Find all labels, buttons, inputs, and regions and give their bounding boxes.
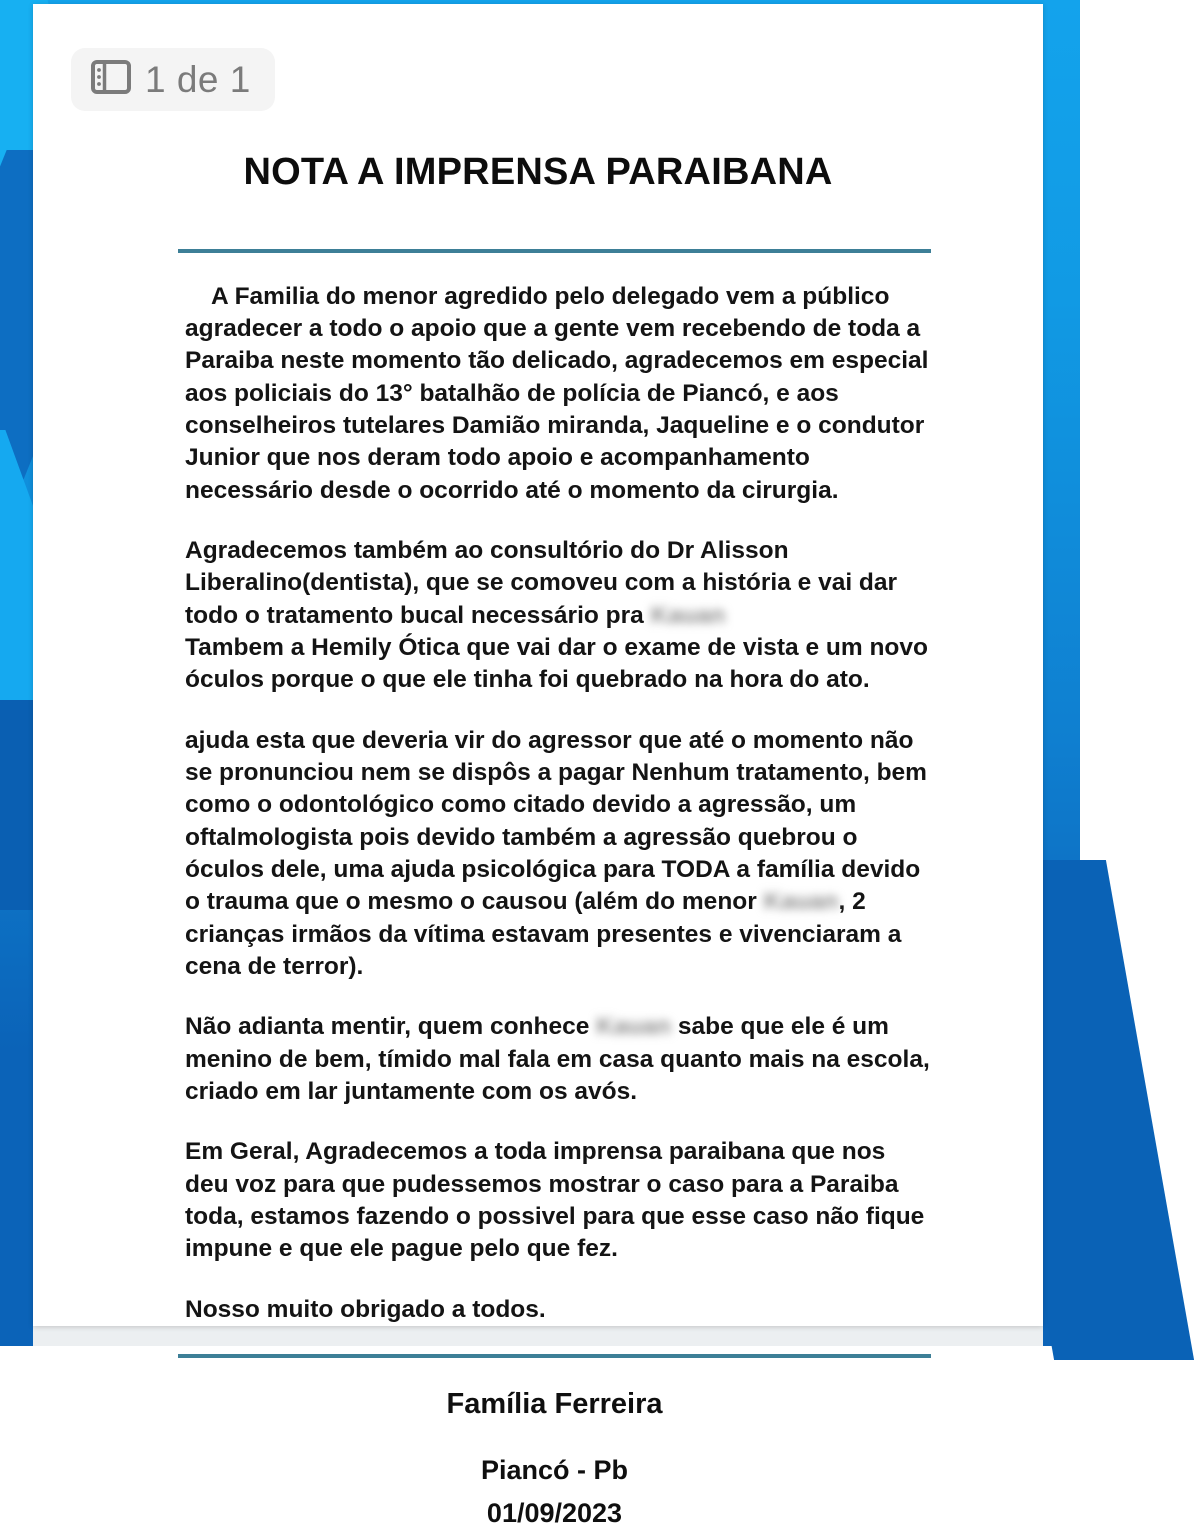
- signature-date: 01/09/2023: [486, 1497, 623, 1528]
- redacted-name: Kauan: [596, 1013, 672, 1041]
- document-content: [33, 4, 1043, 1529]
- redacted-name: Kauan: [650, 601, 726, 629]
- signature-block: [33, 1388, 1043, 1529]
- paragraph-p6: Em Geral, Agradecemos a toda imprensa paraibana que nos deu voz para que pudessemos mostrar o caso para a Paraiba toda, estamos fazendo o possivel para que esse caso não fique impune e que ele pague pelo que fez.: [185, 1138, 925, 1263]
- paragraph-p7: Nosso muito obrigado a todos.: [185, 1295, 546, 1323]
- document-title: NOTA A IMPRENSA PARAIBANA: [243, 151, 833, 193]
- redacted-name: Kauan: [763, 888, 839, 916]
- paragraph-p2: Agradecemos também ao consultório do Dr Alisson Liberalino(dentista), que se comoveu com a história e vai dar todo o tratamento bucal necessário pra Kauan: [185, 535, 931, 632]
- paragraph-p1: A Familia do menor agredido pelo delegado vem a público agradecer a todo o apoio que a gente vem recebendo de toda a Paraiba neste momento tão delicado, agradecemos em especial aos policiais do 13° batalhão de polícia de Piancó, e aos conselheiros tutelares Damião miranda, Jaqueline e o condutor Junior que nos deram todo apoio e acompanhamento necessário desde o ocorrido até o momento da cirurgia.: [185, 282, 929, 504]
- page-indicator-label: 1 de 1: [145, 59, 251, 100]
- signature-city: Piancó - Pb: [480, 1454, 629, 1485]
- paragraph-p3: Tambem a Hemily Ótica que vai dar o exame de vista e um novo óculos porque o que ele tinha foi quebrado na hora do ato.: [185, 634, 928, 694]
- paragraph-p5: Não adianta mentir, quem conhece Kauan sabe que ele é um menino de bem, tímido mal fala em casa quanto mais na escola, criado em lar juntamente com os avós.: [185, 1013, 930, 1106]
- signature-name: Família Ferreira: [446, 1387, 663, 1420]
- document-prose: [33, 253, 1043, 1326]
- divider-bottom: [178, 1354, 931, 1358]
- paragraph-p4: ajuda esta que deveria vir do agressor que até o momento não se pronunciou nem se dispôs a pagar Nenhum tratamento, bem como o odontológico como citado devido a agressão, um oftalmologista pois devido também a agressão quebrou o óculos dele, uma ajuda psicológica para TODA a família devido o trauma que o mesmo o causou (além do menor Kauan, 2 crianças irmãos da vítima estavam presentes e vivenciaram a cena de terror).: [185, 726, 927, 981]
- document-page: [33, 4, 1043, 1528]
